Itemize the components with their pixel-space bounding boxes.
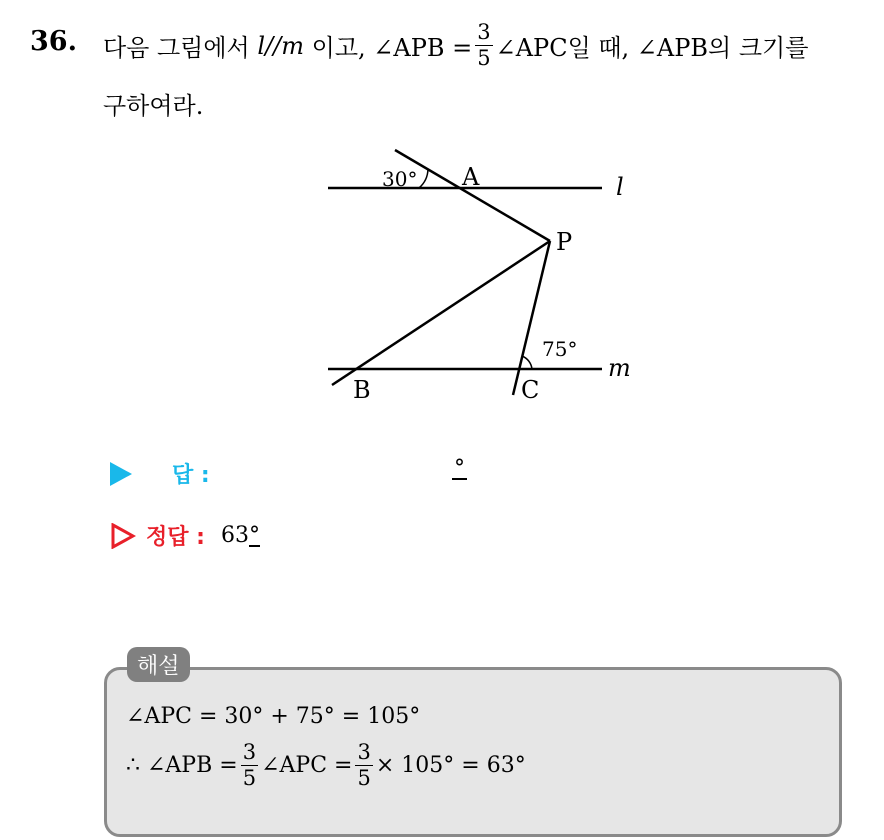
play-icon bbox=[110, 462, 132, 486]
solution-tag: 해설 bbox=[127, 647, 190, 682]
question-text-a: 다음 그림에서 bbox=[103, 34, 250, 62]
geometry-figure bbox=[320, 140, 660, 410]
label-m: m bbox=[608, 354, 631, 382]
solution-frac1-numerator: 3 bbox=[242, 740, 257, 764]
solution-text-b: ∠APC = bbox=[261, 753, 353, 778]
solution-fraction-1 bbox=[241, 742, 258, 789]
angle-30-label: 30° bbox=[382, 167, 418, 191]
segment-PC bbox=[513, 241, 550, 395]
label-B: B bbox=[353, 376, 371, 404]
solution-text-a: ∴ ∠APB = bbox=[126, 753, 238, 778]
question-line-1 bbox=[103, 22, 808, 69]
correct-value: 63 bbox=[220, 523, 249, 548]
answer-label: 답 : bbox=[172, 463, 210, 488]
play-outline-icon bbox=[110, 523, 136, 549]
solution-frac1-denominator: 5 bbox=[242, 766, 257, 790]
segment-PB bbox=[332, 241, 550, 385]
arc-30 bbox=[419, 169, 428, 188]
angle-75-label: 75° bbox=[542, 337, 578, 361]
question-fraction bbox=[475, 22, 492, 69]
solution-frac2-denominator: 5 bbox=[357, 766, 371, 790]
solution-frac2-numerator: 3 bbox=[357, 740, 371, 764]
question-text-b: 이고, ∠APB = bbox=[311, 34, 473, 62]
correct-answer-label: 정답 : bbox=[146, 525, 205, 550]
parallel-symbol: // bbox=[265, 31, 282, 60]
question-text-c: ∠APC일 때, ∠APB의 크기를 bbox=[495, 34, 809, 62]
label-l: l bbox=[616, 173, 624, 201]
var-l: l bbox=[257, 31, 266, 60]
question-line-2: 구하여라. bbox=[103, 92, 204, 120]
answer-blank[interactable]: ° bbox=[454, 456, 465, 481]
correct-answer-value bbox=[221, 523, 260, 548]
correct-answer-row bbox=[110, 520, 260, 551]
solution-text-c: × 105° = 63° bbox=[375, 753, 526, 778]
fraction-numerator: 3 bbox=[477, 20, 491, 44]
label-A: A bbox=[462, 163, 480, 191]
var-m: m bbox=[281, 31, 304, 60]
fraction-denominator: 5 bbox=[477, 46, 491, 70]
answer-row bbox=[110, 458, 210, 489]
label-P: P bbox=[556, 228, 573, 256]
correct-unit: ° bbox=[248, 523, 260, 548]
solution-line-2 bbox=[126, 742, 526, 789]
solution-line-1: ∠APC = 30° + 75° = 105° bbox=[126, 704, 421, 729]
label-C: C bbox=[521, 376, 540, 404]
arc-75 bbox=[522, 356, 532, 369]
solution-fraction-2 bbox=[355, 742, 372, 789]
question-number: 36. bbox=[30, 26, 77, 57]
